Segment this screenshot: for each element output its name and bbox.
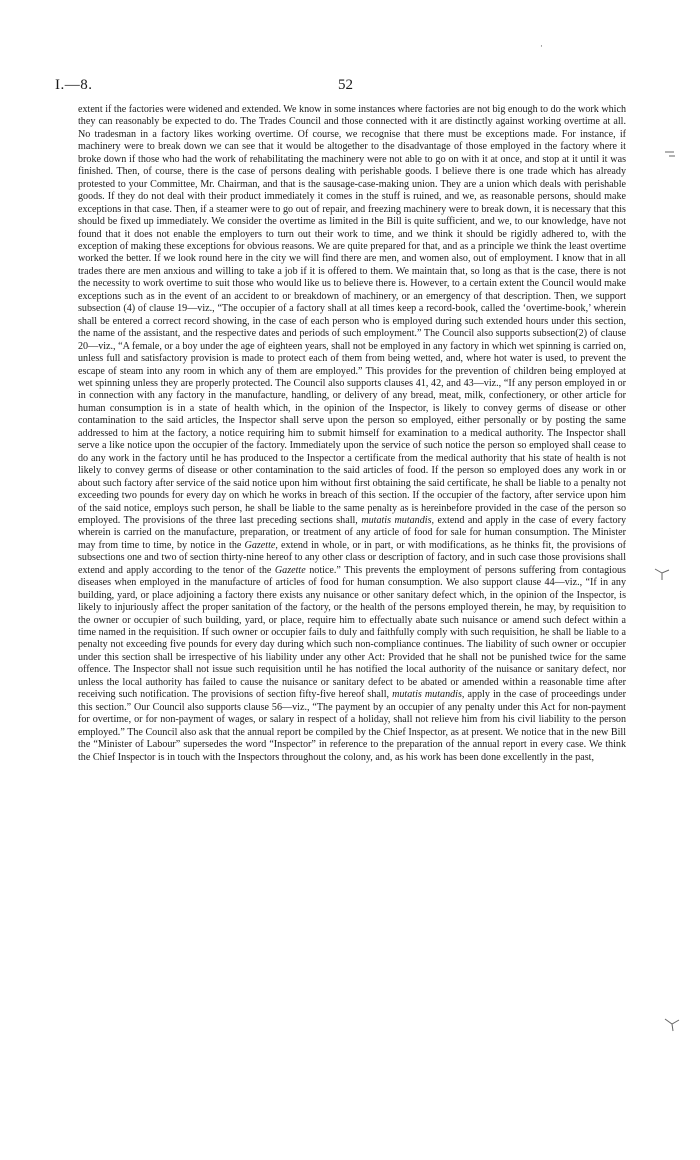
body-paragraph [78, 104, 626, 764]
margin-tick-mark-2 [653, 566, 671, 585]
page-number: 52 [338, 77, 353, 93]
margin-mark-top: · [540, 42, 543, 52]
page-reference: I.—8. [55, 77, 93, 93]
latin-phrase-1: mutatis mutandis, [361, 514, 435, 526]
body-text-part-2: extend and apply in the case of every factory wherein is carried on the manufacture, preparation, or treatment of any article of food for sale for human consumption. The Minister may from time to time, by notice in the [78, 514, 626, 551]
gazette-ref-2: Gazette [274, 564, 306, 576]
latin-phrase-2: mutatis mutandis, [392, 689, 465, 701]
body-text-part-5: apply in the case of proceedings under this section.” Our Council also supports clause 56—viz., “The payment by an occupier of any penalty under this Act for non-payment for overtime, or for non-payment of wages, or salary in respect of a holiday, shall not relieve him from his civil liability to the person employed.” The Council also ask that the annual report be compiled by the Chief Inspector, as at present. We notice that in the new Bill the “Minister of Labour” supersedes the word “Inspector” in reference to the preparation of the annual report in every case. We think the Chief Inspector is in touch with the Inspectors throughout the colony, and, as his work has been done excellently in the past, [78, 689, 626, 763]
gazette-ref-1: Gazette, [244, 539, 278, 551]
body-text-part-4: notice.” This prevents the employment of persons suffering from contagious diseases when employed in the manufacture of articles of food for human consumption. We also support clause 44—viz., “If in any building, yard, or place adjoining a factory there exists any nuisance or other sanitary defect which, in the opinion of the Inspector, is likely to injuriously affect the proper sanitation of the factory, or the health of the persons employed therein, he may, by requisition to the owner or occupier of such building, yard, or place, require him to effectually abate such nuisance or amend such defect within a time named in the requisition. If such owner or occupier fails to duly and faithfully comply with such requisition, he shall be liable to a penalty not exceeding five pounds for every day during which such non-compliance continues. The liability of such owner or occupier under this section shall be irrespective of his liability under any other Act: Provided that he shall not be punished twice for the same offence. The Inspector shall not issue such requisition until he has notified the local authority of the nuisance or sanitary defect, nor unless the local authority has failed to cause the nuisance or sanitary defect to be abated or amended within a reasonable time after receiving such notification. The provisions of section fifty-five hereof shall, [78, 564, 626, 701]
margin-tick-mark-1 [663, 148, 677, 165]
body-text-part-1: extent if the factories were widened and extended. We know in some instances where factories are not big enough to do the work which they can reasonably be expected to do. The Trades Council and those connected with it are distinctly against working overtime at all. No tradesman in a factory likes working overtime. Of course, we recognise that there must be exceptions made. For instance, if machinery were to break down we can see that it would be altogether to the disadvantage of those employed in the factory where it broke down if those who had the work of rehabilitating the machinery were not able to go on with it at once, and stop at it until it was finished. Then, of course, there is the case of persons dealing with perishable goods. I believe there is one trade which has already protested to your Committee, Mr. Chairman, and that is the sausage-case-making union. They are a union which deals with perishable goods. If they do not deal with their product immediately it comes in the stuff is ruined, and we, as reasonable persons, should make exceptions in that case. Then, if a steamer were to go out of repair, and freezing machinery were to break down, it is necessary that this should be fixed up immediately. We consider the overtime as limited in the Bill is quite sufficient, and we, to our knowledge, have not found that it does not enable the employers to turn out their work to time, and we think it should be rigidly adhered to, with the exception of making these exceptions for obvious reasons. We are quite prepared for that, and as a principle we think the least overtime worked the better. If we look round here in the city we will find there are men, and women also, out of employment. I know that in all trades there are men anxious and willing to take a job if it is offered to them. We maintain that, so long as that is the case, there is not the necessity to work overtime to suit those who would like us to believe there is. However, to a certain extent the Council would make exceptions such as in the event of an accident to or breakdown of machinery, or an emergency of that description. Then, we support subsection (4) of clause 19—viz., “The occupier of a factory shall at all times keep a record-book, called the ‘overtime-book,’ wherein shall be entered a correct record showing, in the case of each person who is employed during such extended hours under this section, the name of the assistant, and the respective dates and periods of such employment.” The Council also supports subsection(2) of clause 20—viz., “A female, or a boy under the age of eighteen years, shall not be employed in any factory in which wet spinning is carried on, unless full and satisfactory provision is made to protect each of them from being wetted, and, where hot water is used, to prevent the escape of steam into any room in which any of them are employed.” This provides for the prevention of children being employed at wet spinning unless they are properly protected. The Council also supports clauses 41, 42, and 43—viz., “If any person employed in or in connection with any factory in the manufacture, handling, or delivery of any bread, meat, milk, confectionery, or other article for human consumption is in a state of health which, in the opinion of the Inspector, is likely to convey germs of disease or other contamination to the said articles, the Inspector shall serve upon the person so employed, either personally or by posting the same addressed to him at the factory, a notice requiring him to submit himself for examination to a medical authority. The Inspector shall serve a like notice upon the occupier of the factory. Immediately upon the service of such notice the person so employed shall cease to do any work in the factory until he has produced to the Inspector a certificate from the medical authority that his state of health is not likely to convey germs of disease or other contamination to the said articles of food. If the person so employed does any work in or about such factory after service of the said notice upon him without first obtaining the said certificate, he shall be liable to a penalty not exceeding two pounds for every day on which he works in breach of this section. If the occupier of the factory, after service upon him of the said notice, employs such person, he shall be liable to the same penalty as is hereinbefore provided in the case of the person so employed. The provisions of the three last preceding sections shall, [78, 104, 626, 526]
margin-tick-mark-3 [663, 1017, 681, 1036]
body-text-part-3: extend in whole, or in part, or with modifications, as he thinks fit, the provisions of subsections one and two of section thirty-nine hereof to any other class or description of factory, and in such case those provisions shall extend and apply according to the tenor of the [78, 539, 627, 576]
